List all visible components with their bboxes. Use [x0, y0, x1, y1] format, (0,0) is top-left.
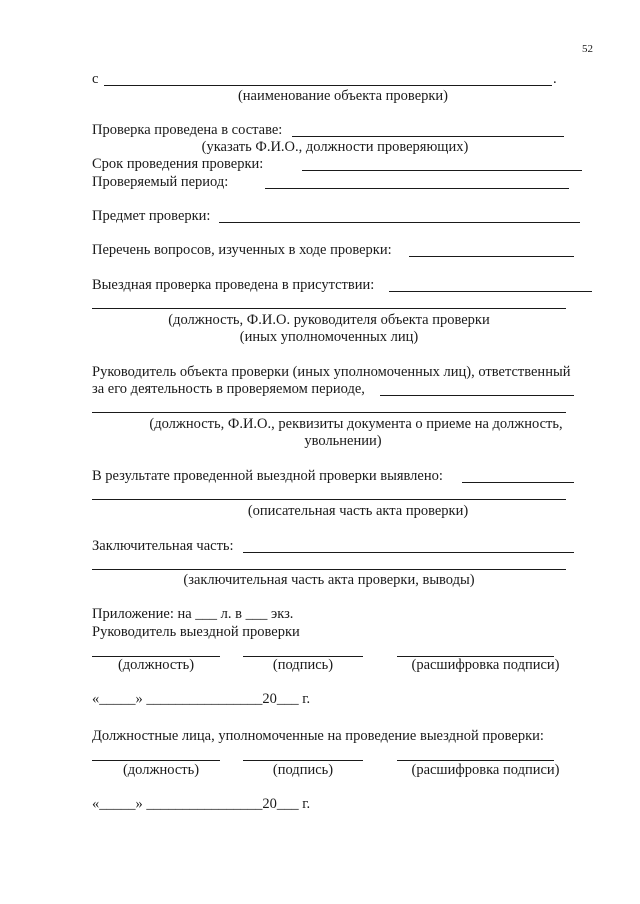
- result-line-1: [462, 482, 574, 483]
- composition-line: [292, 136, 564, 137]
- officials-position-caption: (должность): [122, 762, 200, 778]
- leader-signature-caption: (подпись): [272, 657, 334, 673]
- head-text-2: за его деятельность в проверяемом периоде,: [92, 381, 365, 397]
- head-line-1: [380, 395, 574, 396]
- page-number: 52: [582, 43, 593, 55]
- term-label: Срок проведения проверки:: [92, 156, 264, 172]
- period-label: Проверяемый период:: [92, 174, 229, 190]
- final-caption: (заключительная часть акта проверки, выводы): [183, 572, 475, 588]
- composition-label: Проверка проведена в составе:: [92, 122, 283, 138]
- questions-label: Перечень вопросов, изученных в ходе проверки:: [92, 242, 392, 258]
- object-end-dot: .: [553, 71, 557, 87]
- leader-date: «_____» ________________20___ г.: [92, 691, 311, 707]
- final-label: Заключительная часть:: [92, 538, 234, 554]
- head-caption-2: увольнении): [304, 433, 382, 449]
- composition-caption: (указать Ф.И.О., должности проверяющих): [201, 139, 469, 155]
- subject-line: [219, 222, 580, 223]
- head-line-2: [92, 412, 566, 413]
- questions-line: [409, 256, 574, 257]
- officials-decoding-caption: (расшифровка подписи): [411, 762, 560, 778]
- presence-label: Выездная проверка проведена в присутствии:: [92, 277, 375, 293]
- leader-label: Руководитель выездной проверки: [92, 624, 300, 640]
- head-caption-1: (должность, Ф.И.О., реквизиты документа о приеме на должность,: [149, 416, 563, 432]
- presence-caption-1: (должность, Ф.И.О. руководителя объекта проверки: [168, 312, 490, 328]
- leader-position-caption: (должность): [117, 657, 195, 673]
- head-text-1: Руководитель объекта проверки (иных уполномоченных лиц), ответственный: [92, 364, 571, 380]
- term-line: [302, 170, 582, 171]
- subject-label: Предмет проверки:: [92, 208, 211, 224]
- officials-label: Должностные лица, уполномоченные на проведение выездной проверки:: [92, 728, 544, 744]
- object-name-line: [104, 85, 552, 86]
- final-line-2: [92, 569, 566, 570]
- officials-date: «_____» ________________20___ г.: [92, 796, 311, 812]
- presence-line-1: [389, 291, 592, 292]
- leader-decoding-caption: (расшифровка подписи): [411, 657, 560, 673]
- object-prefix: с: [92, 71, 99, 87]
- presence-caption-2: (иных уполномоченных лиц): [239, 329, 419, 345]
- result-label: В результате проведенной выездной проверки выявлено:: [92, 468, 443, 484]
- presence-line-2: [92, 308, 566, 309]
- appendix: Приложение: на ___ л. в ___ экз.: [92, 606, 294, 622]
- result-caption: (описательная часть акта проверки): [247, 503, 469, 519]
- final-line-1: [243, 552, 574, 553]
- officials-signature-caption: (подпись): [272, 762, 334, 778]
- result-line-2: [92, 499, 566, 500]
- period-line: [265, 188, 569, 189]
- object-caption: (наименование объекта проверки): [237, 88, 449, 104]
